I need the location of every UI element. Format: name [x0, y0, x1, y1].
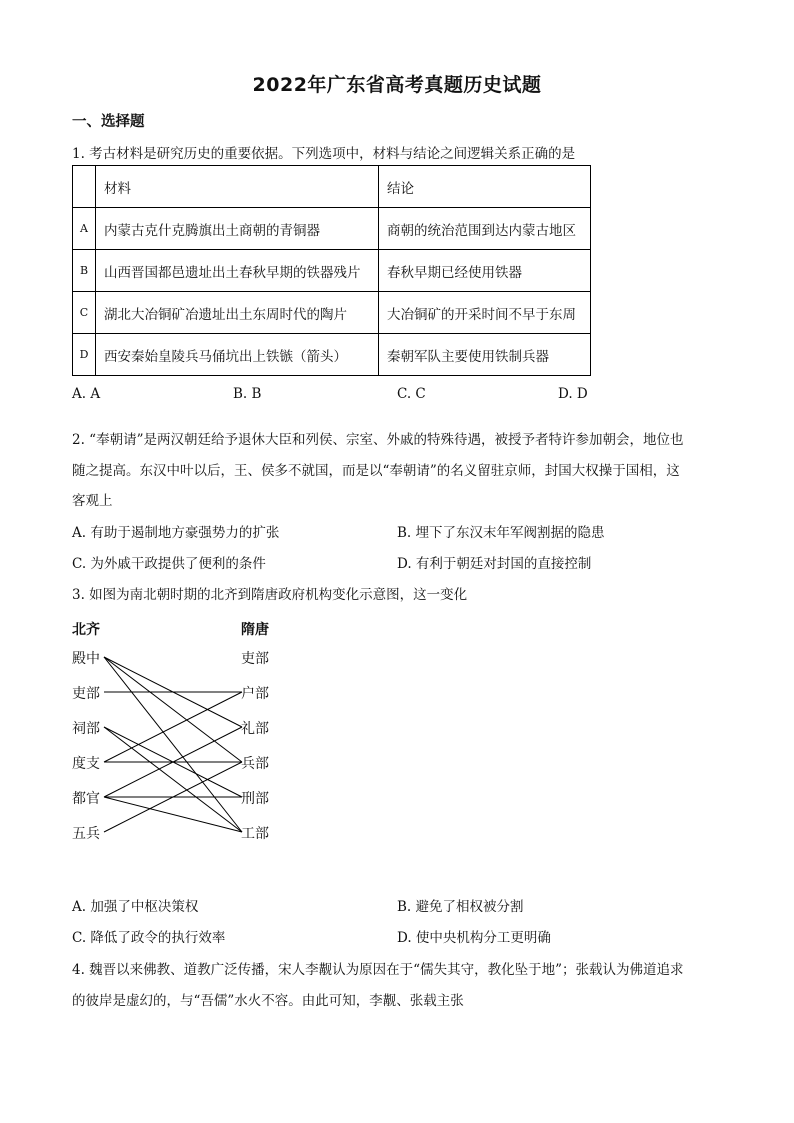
diagram-left-item: 度支: [72, 756, 100, 772]
diagram-left-item: 都官: [72, 791, 100, 807]
q2-option-c[interactable]: C. 为外戚干政提供了便利的条件: [72, 556, 266, 572]
table-cell: C: [73, 292, 96, 334]
page-title: 2022年广东省高考真题历史试题: [252, 74, 542, 96]
q2-option-d[interactable]: D. 有利于朝廷对封国的直接控制: [397, 556, 592, 572]
q2-stem-line-2: 随之提高。东汉中叶以后，王、侯多不就国，而是以“奉朝请”的名义留驻京师，封国大权操于国相，这: [72, 463, 680, 479]
diagram-left-item: 殿中: [72, 651, 100, 667]
table-cell: 西安秦始皇陵兵马俑坑出上铁镞（箭头）: [96, 334, 379, 376]
table-cell: 湖北大冶铜矿冶遗址出土东周时代的陶片: [96, 292, 379, 334]
q3-option-b[interactable]: B. 避免了相权被分割: [397, 899, 524, 915]
q1-stem: 1. 考古材料是研究历史的重要依据。下列选项中，材料与结论之间逻辑关系正确的是: [72, 146, 576, 162]
q2-option-b[interactable]: B. 埋下了东汉末年军阀割据的隐患: [397, 525, 605, 541]
diagram-right-header: 隋唐: [241, 622, 269, 638]
diagram-right-item: 吏部: [241, 651, 269, 667]
diagram-left-item: 吏部: [72, 686, 100, 702]
table-cell: 山西晋国都邑遗址出土春秋早期的铁器残片: [96, 250, 379, 292]
diagram-left-header: 北齐: [72, 622, 100, 638]
diagram-left-item: 五兵: [72, 826, 100, 842]
diagram-right-item: 兵部: [241, 756, 269, 772]
table-cell: A: [73, 208, 96, 250]
diagram-left-item: 祠部: [72, 721, 100, 737]
table-cell: 商朝的统治范围到达内蒙古地区: [379, 208, 591, 250]
q2-option-a[interactable]: A. 有助于遏制地方豪强势力的扩张: [72, 525, 280, 541]
q2-stem-line-1: 2. “奉朝请”是两汉朝廷给予退休大臣和列侯、宗室、外戚的特殊待遇，被授予者特许参加朝会，地位也: [72, 432, 684, 448]
q1-option-d[interactable]: D. D: [558, 386, 588, 402]
table-cell: B: [73, 250, 96, 292]
q3-option-c[interactable]: C. 降低了政令的执行效率: [72, 930, 226, 946]
table-header-material: 材料: [96, 166, 379, 208]
q1-option-a[interactable]: A. A: [72, 386, 101, 402]
diagram-right-item: 户部: [241, 686, 269, 702]
diagram-right-item: 礼部: [241, 721, 269, 737]
q3-option-d[interactable]: D. 使中央机构分工更明确: [397, 930, 551, 946]
diagram-right-item: 刑部: [241, 791, 269, 807]
q1-option-c[interactable]: C. C: [397, 386, 426, 402]
table-cell: 内蒙古克什克腾旗出土商朝的青铜器: [96, 208, 379, 250]
q1-option-b[interactable]: B. B: [233, 386, 262, 402]
section-heading: 一、选择题: [72, 114, 145, 130]
q4-stem-line-1: 4. 魏晋以来佛教、道教广泛传播，宋人李觏认为原因在于“儒失其守，教化坠于地”；张载认为佛道追求: [72, 962, 684, 978]
q4-stem-line-2: 的彼岸是虚幻的，与“吾儒”水火不容。由此可知，李觏、张载主张: [72, 993, 464, 1009]
diagram-link-line: [104, 692, 242, 762]
table-header-conclusion: 结论: [379, 166, 591, 208]
diagram-link-line: [104, 657, 242, 832]
diagram-link-line: [104, 727, 242, 832]
table-cell: 春秋早期已经使用铁器: [379, 250, 591, 292]
diagram-link-line: [104, 657, 242, 762]
q3-option-a[interactable]: A. 加强了中枢决策权: [72, 899, 199, 915]
q2-stem-line-3: 客观上: [72, 493, 113, 509]
q3-stem: 3. 如图为南北朝时期的北齐到隋唐政府机构变化示意图，这一变化: [72, 587, 468, 603]
table-cell: 大冶铜矿的开采时间不早于东周: [379, 292, 591, 334]
diagram-link-line: [104, 797, 242, 832]
diagram-right-item: 工部: [241, 826, 269, 842]
table-cell: 秦朝军队主要使用铁制兵器: [379, 334, 591, 376]
table-cell: D: [73, 334, 96, 376]
